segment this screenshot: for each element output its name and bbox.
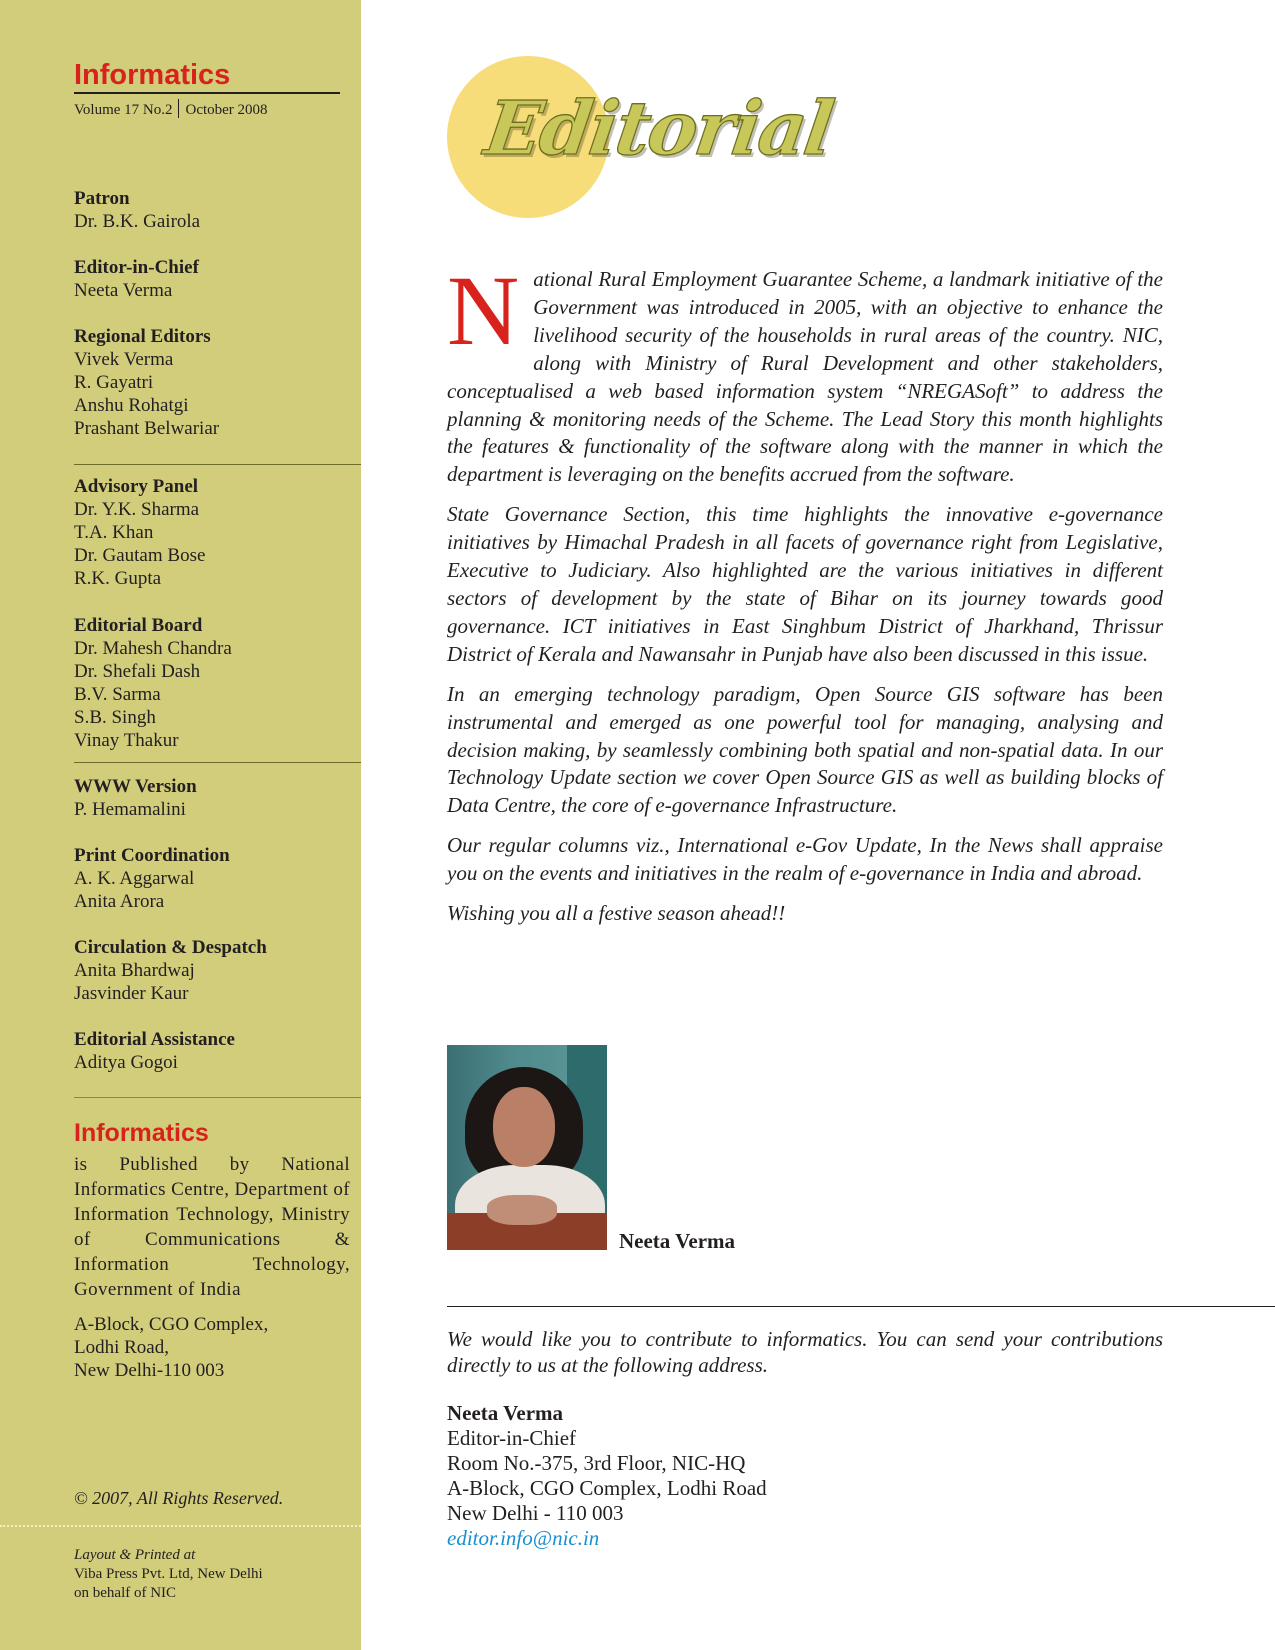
group-member: Vivek Verma	[74, 349, 174, 370]
printer-line: on behalf of NIC	[74, 1585, 177, 1601]
group-member: B.V. Sarma	[74, 684, 161, 705]
printer-info	[74, 1546, 354, 1603]
editorial-heading: Editorial	[479, 86, 838, 172]
group-member: Neeta Verma	[74, 280, 173, 301]
group-member: R.K. Gupta	[74, 568, 162, 589]
group-role: Patron	[74, 188, 130, 209]
group-member: Vinay Thakur	[74, 730, 179, 751]
article-paragraph: Our regular columns viz., International e-Gov Update, In the News shall appraise you on the events and initiatives in the realm of e-governance in India and abroad.	[447, 833, 1163, 886]
publisher-title: Informatics	[74, 1119, 209, 1147]
masthead-issue	[74, 99, 268, 119]
issue-date: October 2008	[185, 102, 268, 118]
group-regional-editors	[74, 325, 354, 440]
group-role: Circulation & Despatch	[74, 937, 267, 958]
masthead-title: Informatics	[74, 58, 340, 94]
article-paragraph: In an emerging technology paradigm, Open Source GIS software has been instrumental and emerged as one powerful tool for managing, analysing and decision making, by seamlessly combining both spatial and non-spatial data. In our Technology Update section we cover Open Source GIS as well as building blocks of Data Centre, the core of e-governance Infrastructure.	[447, 681, 1163, 818]
group-www-version	[74, 775, 354, 821]
contact-line: Editor-in-Chief	[447, 1426, 577, 1450]
group-member: R. Gayatri	[74, 372, 154, 393]
photo-hands	[487, 1195, 557, 1225]
contact-name: Neeta Verma	[447, 1401, 564, 1425]
group-member: Dr. Y.K. Sharma	[74, 499, 200, 520]
group-member: Anita Bhardwaj	[74, 960, 195, 981]
sidebar	[0, 0, 361, 1650]
group-member: Anita Arora	[74, 891, 165, 912]
group-role: Editorial Board	[74, 615, 203, 636]
copyright-notice: © 2007, All Rights Reserved.	[74, 1488, 284, 1508]
group-editorial-assistance	[74, 1028, 354, 1074]
publisher-text: is Published by National Informatics Centre, Department of Information Technology, Ministry of Communications & Information Technology, Government of India	[74, 1154, 350, 1300]
group-member: Jasvinder Kaur	[74, 983, 189, 1004]
group-member: Aditya Gogoi	[74, 1052, 178, 1073]
section-divider	[74, 464, 361, 465]
printer-label: Layout & Printed at	[74, 1547, 196, 1563]
contact-line: A-Block, CGO Complex, Lodhi Road	[447, 1476, 767, 1500]
group-advisory-panel	[74, 475, 354, 590]
group-member: A. K. Aggarwal	[74, 868, 195, 889]
address-line: A-Block, CGO Complex,	[74, 1314, 269, 1335]
address-line: Lodhi Road,	[74, 1337, 169, 1358]
group-role: Editor-in-Chief	[74, 257, 199, 278]
group-role: Editorial Assistance	[74, 1029, 235, 1050]
article-paragraph: Wishing you all a festive season ahead!!	[447, 901, 786, 926]
contact-email-link[interactable]: editor.info@nic.in	[447, 1526, 600, 1550]
group-member: Anshu Rohatgi	[74, 395, 189, 416]
group-member: P. Hemamalini	[74, 799, 186, 820]
group-member: T.A. Khan	[74, 522, 154, 543]
article-paragraph: State Governance Section, this time highlights the innovative e-governance initiatives by Himachal Pradesh in all facets of governance right from Legislative, Executive to Judiciary. Also highlighted are the various initiatives in different sectors of development by the state of Bihar on its journey towards good governance. ICT initiatives in East Singhbum District of Jharkhand, Thrissur District of Kerala and Nawansahr in Punjab have also been discussed in this issue.	[447, 502, 1163, 666]
group-member: Dr. B.K. Gairola	[74, 211, 201, 232]
group-role: Print Coordination	[74, 845, 230, 866]
contribute-note: We would like you to contribute to informatics. You can send your contributions directly to us at the following address.	[447, 1327, 1163, 1377]
paragraph-text: ational Rural Employment Guarantee Scheme, a landmark initiative of the Government was introduced in 2005, with an objective to enhance the livelihood security of the households in rural areas of the country. NIC, along with Ministry of Rural Development and other stakeholders, conceptualised a web based information system “NREGASoft” to address the planning & monitoring needs of the Scheme. The Lead Story this month highlights the features & functionality of the software along with the manner in which the department is leveraging on the benefits accrued from the software.	[447, 267, 1163, 487]
section-divider	[74, 1097, 361, 1098]
drop-cap: N	[447, 255, 520, 366]
separator	[178, 99, 179, 118]
publisher-address	[74, 1313, 350, 1382]
editorial-article	[447, 255, 1163, 940]
group-member: S.B. Singh	[74, 707, 156, 728]
group-role: Regional Editors	[74, 326, 211, 347]
photo-caption: Neeta Verma	[619, 1229, 736, 1253]
group-member: Prashant Belwariar	[74, 418, 220, 439]
group-member: Dr. Shefali Dash	[74, 661, 201, 682]
group-editor-in-chief	[74, 256, 354, 302]
volume-number: Volume 17 No.2	[74, 102, 173, 118]
group-member: Dr. Gautam Bose	[74, 545, 206, 566]
group-print-coordination	[74, 844, 354, 913]
photo-face	[493, 1087, 555, 1167]
address-line: New Delhi-110 003	[74, 1360, 225, 1381]
contact-line: New Delhi - 110 003	[447, 1501, 624, 1525]
section-divider	[74, 762, 361, 763]
printer-line: Viba Press Pvt. Ltd, New Delhi	[74, 1566, 263, 1582]
section-divider	[447, 1306, 1275, 1307]
group-role: Advisory Panel	[74, 476, 199, 497]
group-role: WWW Version	[74, 776, 197, 797]
dotted-divider	[0, 1525, 361, 1527]
editor-photo	[447, 1045, 607, 1250]
contact-line: Room No.-375, 3rd Floor, NIC-HQ	[447, 1451, 746, 1475]
contact-block	[447, 1401, 1163, 1551]
group-patron	[74, 187, 354, 233]
article-paragraph	[447, 255, 1163, 489]
group-editorial-board	[74, 614, 354, 752]
group-circulation-despatch	[74, 936, 354, 1005]
group-member: Dr. Mahesh Chandra	[74, 638, 232, 659]
